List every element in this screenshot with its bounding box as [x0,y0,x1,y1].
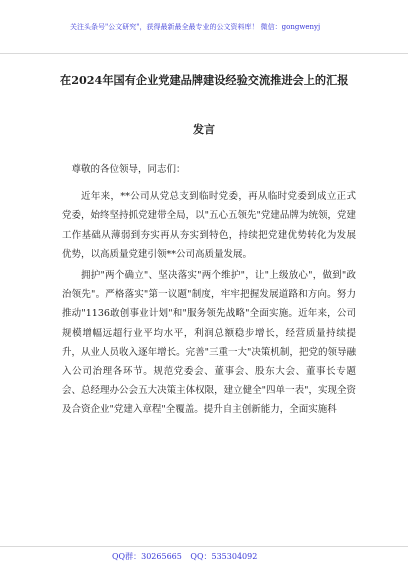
salutation: 尊敬的各位领导，同志们： [71,164,186,175]
body-paragraph-2: 拥护"两个确立"、坚决落实"两个维护"，让"上级放心"，做到"政治领先"。严格落实"第一议题"制度，牢牢把握发展道路和方向。努力推动"1136敢创事业计划"和"服务领先战略"全面实施。近年来，公司规模增幅远超行业平均水平，利润总额稳步增长，经营质量持续提升，从业人员收入逐年增长。完善"三重一大"决策机制，把党的领导融入公司治理各环节。规范党委会、董事会、股东大会、董事长专题会、总经理办公会五大决策主体权限，建立健全"四单一表"，实现全资及合资企业"党建入章程"全覆盖。提升自主创新能力，全面实施科 [62,270,356,416]
page-footer [0,546,408,580]
document-body [62,160,356,422]
footer-contact [112,552,312,562]
document-title: 在2024年国有企业党建品牌建设经验交流推进会上的汇报 [60,73,349,87]
body-paragraph-1: 近年来，**公司从党总支到临时党委，再从临时党委到成立正式党委，始终坚持抓党建带全局，以"五心五领先"党建品牌为统领，党建工作基础从薄弱到夯实再从夯实到特色，持续把党建优势转化为发展优势，以高质量党建引领**公司高质量发展。 [62,191,356,260]
promo-banner-text: 关注头条号"公文研究"，获得最新最全最专业的公文资料库！ 微信：gongwenyj [70,23,321,31]
page-header [0,0,408,54]
qq-group-label: QQ群：30265665 [112,552,182,561]
qq-number-label: QQ：535304092 [190,552,258,561]
document-subtitle: 发言 [193,123,215,136]
